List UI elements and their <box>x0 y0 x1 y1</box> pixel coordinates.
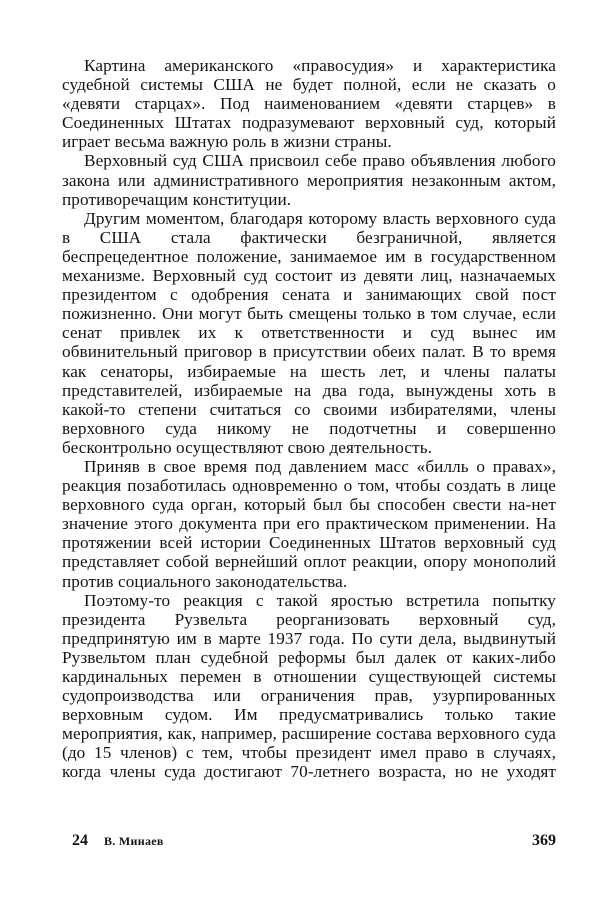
paragraph-4: Приняв в свое время под давлением масс «билль о правах», реакция позаботилась одновременно о том, чтобы создать в лице верховного суда орган, который был бы способен свести на-нет значение этого документа при его практическом применении. На протяжении всей истории Соединенных Штатов верховный суд представляет собой вернейший оплот реакции, опору монополий против социального законодательства. <box>62 456 556 591</box>
paragraph-1: Картина американского «правосудия» и характеристика судебной системы США не будет полной, если не сказать о «девяти старцах». Под наименованием «девяти старцев» в Соединенных Штатах подразумевают верховный суд, который играет весьма важную роль в жизни страны. <box>62 56 556 152</box>
paragraph-2: Верховный суд США присвоил себе право объявления любого закона или административного мероприятия незаконным актом, противоречащим конституции. <box>62 151 556 209</box>
paragraph-5: Поэтому-то реакция с такой яростью встретила попытку президента Рузвельта реорганизовать верховный суд, предпринятую им в марте 1937 года. По сути дела, выдвинутый Рузвельтом план судебной реформы был далек от каких-либо кардинальных перемен в отношении существующей системы судопроизводства или ограничения прав, узурпированных верховным судом. Им предусматривались только такие мероприятия, как, например, расширение состава верховного суда (до 15 членов) с тем, чтобы президент имел право в случаях, когда члены суда достигают 70-летнего возраста, но не уходят <box>62 590 556 782</box>
page-body <box>62 56 556 856</box>
signature-number: 24 <box>72 832 88 849</box>
page-footer <box>72 832 556 854</box>
page-number: 369 <box>532 832 556 849</box>
author-name: В. Минаев <box>104 834 164 848</box>
paragraph-3: Другим моментом, благодаря которому власть верховного суда в США стала фактически безграничной, является беспрецедентное положение, занимаемое им в государственном механизме. Верховный суд состоит из девяти лиц, назначаемых президентом с одобрения сената и занимающих свой пост пожизненно. Они могут быть смещены только в том случае, если сенат привлек их к ответственности и суд вынес им обвинительный приговор в присутствии обеих палат. В то время как сенаторы, избираемые на шесть лет, и члены палаты представителей, избираемые на два года, вынуждены хоть в какой-то степени считаться со своими избирателями, члены верховного суда никому не подотчетны и совершенно бесконтрольно осуществляют свою деятельность. <box>62 208 556 457</box>
